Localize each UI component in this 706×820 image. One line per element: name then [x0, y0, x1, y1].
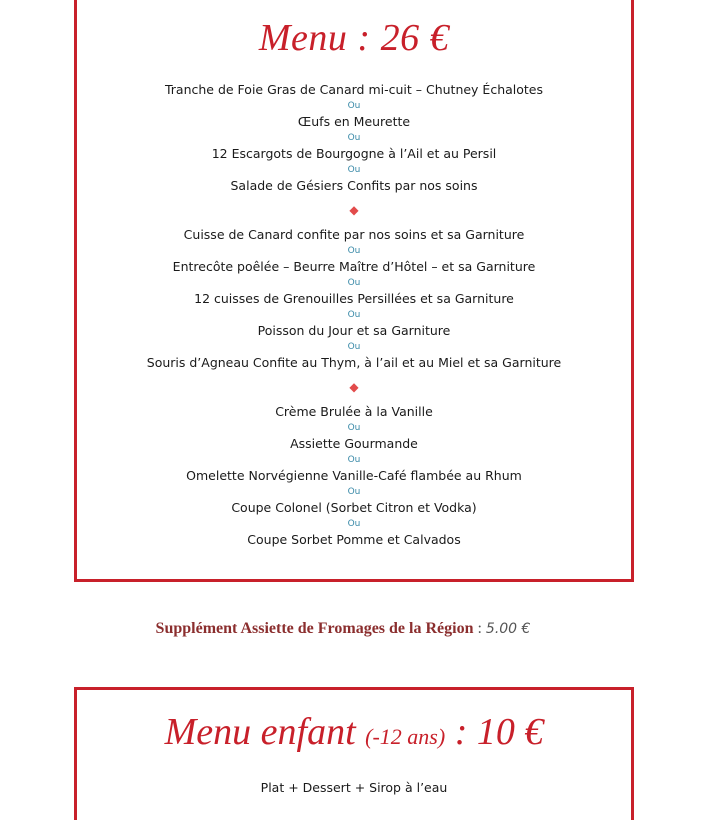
or-separator: Ou: [347, 310, 361, 320]
starter-item: Salade de Gésiers Confits par nos soins: [230, 178, 478, 193]
dessert-item: Crème Brulée à la Vanille: [275, 404, 433, 419]
or-separator: Ou: [347, 487, 361, 497]
dessert-item: Omelette Norvégienne Vanille-Café flambée au Rhum: [186, 468, 522, 483]
kids-title-age: (-12 ans): [365, 724, 446, 749]
kids-menu-card: [74, 687, 634, 820]
or-separator: Ou: [347, 455, 361, 465]
main-item: Poisson du Jour et sa Garniture: [257, 323, 451, 338]
separator-diamond-icon: ◆: [349, 380, 359, 394]
starter-item: 12 Escargots de Bourgogne à l’Ail et au Persil: [211, 146, 497, 161]
menu-card: [74, 0, 634, 582]
or-separator: Ou: [347, 165, 361, 175]
separator-diamond-icon: ◆: [349, 203, 359, 217]
starter-item: Œufs en Meurette: [297, 114, 411, 129]
main-item: Souris d’Agneau Confite au Thym, à l’ail et au Miel et sa Garniture: [146, 355, 562, 370]
dessert-item: Coupe Sorbet Pomme et Calvados: [247, 532, 461, 547]
menu-courses: [77, 82, 631, 548]
or-separator: Ou: [347, 519, 361, 529]
menu-title: Menu : 26 €: [258, 17, 450, 59]
dessert-item: Coupe Colonel (Sorbet Citron et Vodka): [231, 500, 477, 515]
kids-menu-description: Plat + Dessert + Sirop à l’eau: [260, 780, 448, 795]
or-separator: Ou: [347, 342, 361, 352]
or-separator: Ou: [347, 278, 361, 288]
main-item: Cuisse de Canard confite par nos soins et sa Garniture: [183, 227, 525, 242]
main-item: Entrecôte poêlée – Beurre Maître d’Hôtel – et sa Garniture: [172, 259, 536, 274]
main-item: 12 cuisses de Grenouilles Persillées et sa Garniture: [194, 291, 514, 306]
or-separator: Ou: [347, 101, 361, 111]
supplement-colon: :: [473, 620, 486, 637]
kids-menu-title: [77, 710, 631, 754]
dessert-item: Assiette Gourmande: [290, 436, 418, 451]
kids-title-price: : 10 €: [445, 711, 544, 753]
starter-item: Tranche de Foie Gras de Canard mi-cuit – Chutney Échalotes: [164, 82, 544, 97]
or-separator: Ou: [347, 133, 361, 143]
or-separator: Ou: [347, 246, 361, 256]
supplement-price: 5.00 €: [485, 621, 531, 637]
kids-title-main: Menu enfant: [164, 711, 366, 753]
or-separator: Ou: [347, 423, 361, 433]
cheese-supplement: [0, 620, 686, 638]
supplement-label: Supplément Assiette de Fromages de la Région: [155, 620, 474, 637]
